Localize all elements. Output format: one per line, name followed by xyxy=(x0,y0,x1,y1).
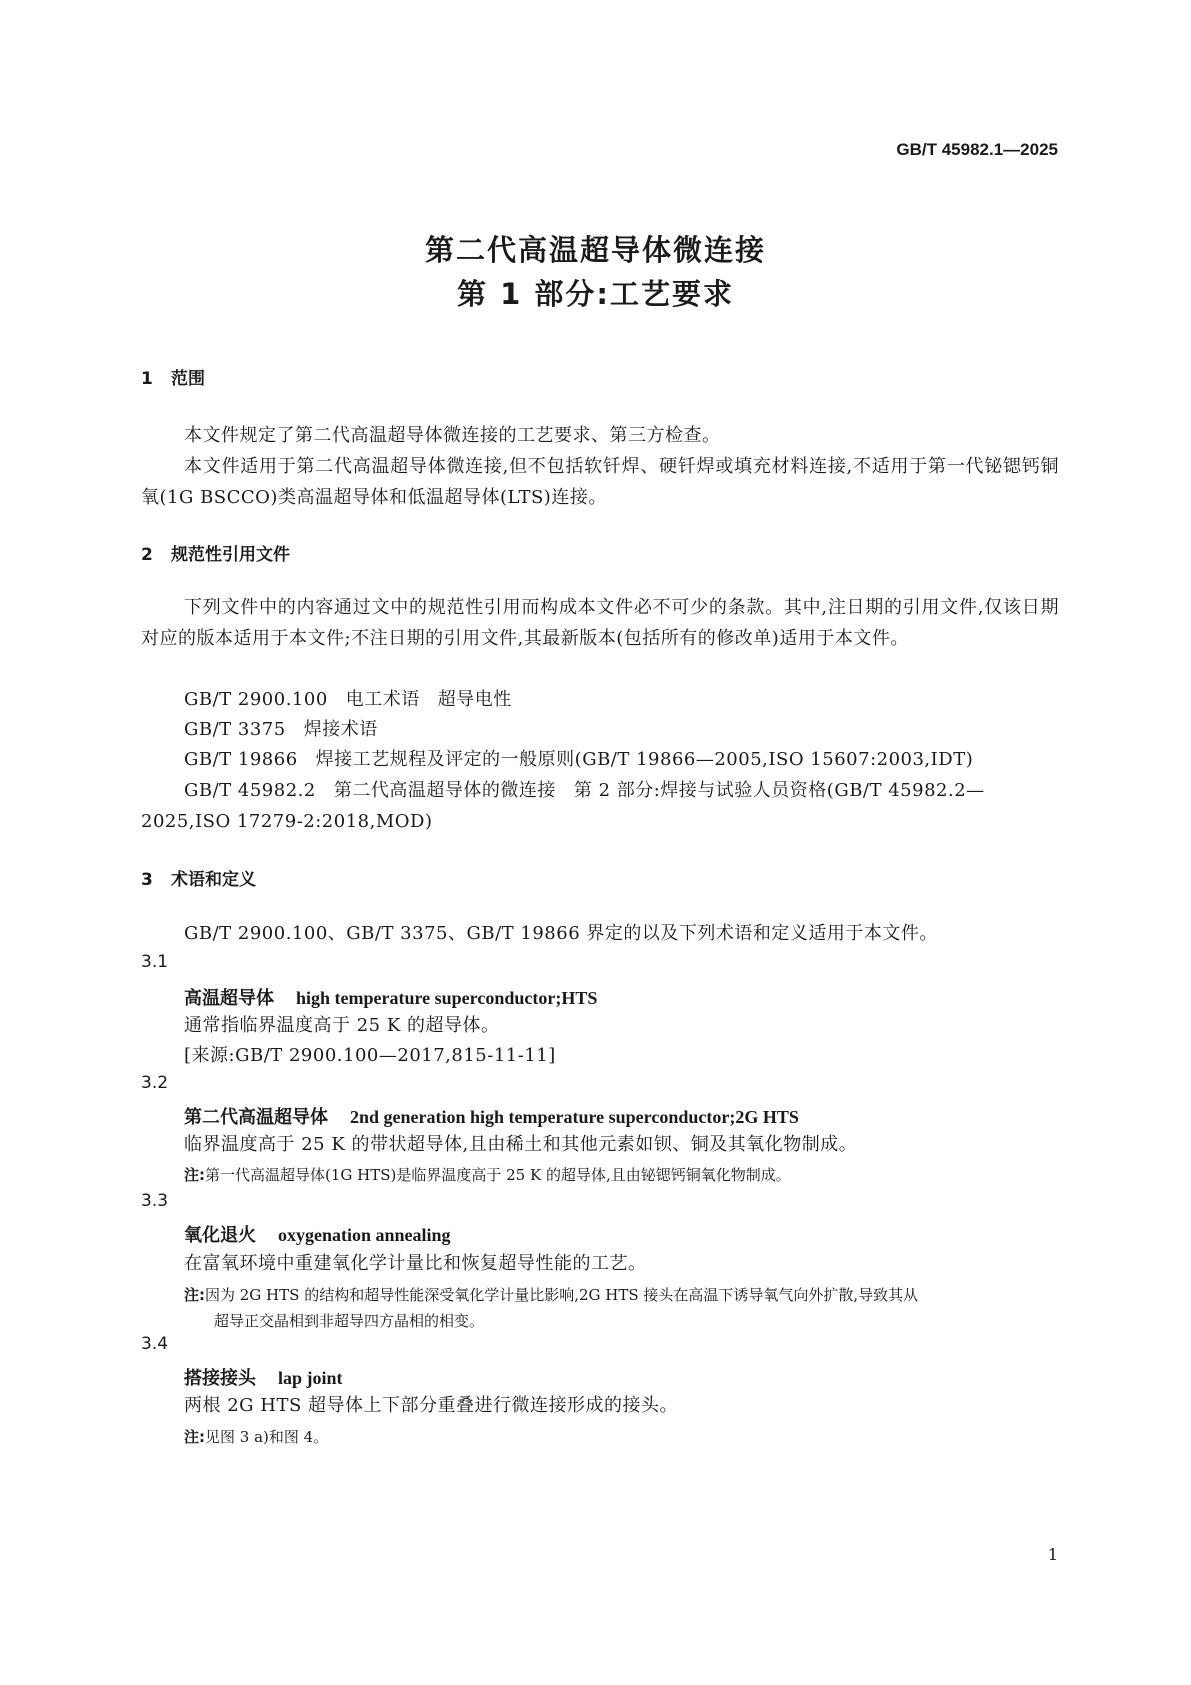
section-2-paragraph: 下列文件中的内容通过文中的规范性引用而构成本文件必不可少的条款。其中,注日期的引用文件,仅该日期对应的版本适用于本文件;不注日期的引用文件,其最新版本(包括所有的修改单)适用于本文件。 xyxy=(141,597,1059,649)
term-number: 3.2 xyxy=(141,1073,169,1093)
term-note-continuation xyxy=(184,1308,1060,1334)
term-number: 3.4 xyxy=(141,1334,169,1354)
section-number: 1 xyxy=(141,369,153,389)
term-zh: 第二代高温超导体 xyxy=(184,1107,328,1128)
term-definition: 通常指临界温度高于 25 K 的超导体。 xyxy=(184,1015,500,1036)
term-zh: 高温超导体 xyxy=(184,988,274,1009)
document-subtitle: 第 1 部分:工艺要求 xyxy=(457,277,734,311)
reference-title: 第二代高温超导体的微连接 xyxy=(333,780,556,801)
section-number: 3 xyxy=(141,870,153,890)
reference-item xyxy=(184,714,378,745)
section-number: 2 xyxy=(141,545,153,565)
term-en: 2nd generation high temperature superconductor;2G HTS xyxy=(350,1107,799,1127)
note-text: 第一代高温超导体(1G HTS)是临界温度高于 25 K 的超导体,且由铋锶钙铜氧化物制成。 xyxy=(205,1166,791,1184)
note-text: 因为 2G HTS 的结构和超导性能深受氧化学计量比影响,2G HTS 接头在高温下诱导氧气向外扩散,导致其从 xyxy=(205,1286,919,1304)
reference-title-part: 超导电性 xyxy=(437,689,512,710)
term-en: high temperature superconductor;HTS xyxy=(296,988,598,1008)
term-zh: 搭接接头 xyxy=(184,1368,256,1389)
term-note xyxy=(184,1162,1060,1188)
reference-item xyxy=(184,744,973,775)
reference-code: GB/T 2900.100 xyxy=(184,689,328,710)
section-1-heading xyxy=(141,364,205,389)
reference-item xyxy=(184,775,985,806)
term-source: [来源:GB/T 2900.100—2017,815-11-11] xyxy=(184,1045,556,1066)
reference-item xyxy=(184,684,512,715)
section-title: 范围 xyxy=(171,369,205,389)
reference-code: GB/T 19866 xyxy=(184,749,298,770)
term-en: oxygenation annealing xyxy=(278,1225,451,1245)
term-definition: 在富氧环境中重建氧化学计量比和恢复超导性能的工艺。 xyxy=(184,1253,647,1274)
document-title: 第二代高温超导体微连接 xyxy=(424,233,766,267)
section-1-paragraph-1: 本文件规定了第二代高温超导体微连接的工艺要求、第三方检查。 xyxy=(184,425,721,446)
standard-code: GB/T 45982.1—2025 xyxy=(896,140,1058,159)
page-number: 1 xyxy=(1047,1545,1058,1564)
term-definition: 临界温度高于 25 K 的带状超导体,且由稀土和其他元素如钡、铜及其氧化物制成。 xyxy=(184,1134,858,1155)
reference-title-part: 第 2 部分:焊接与试验人员资格(GB/T 45982.2— xyxy=(573,780,985,801)
term-heading xyxy=(184,1103,799,1129)
term-heading xyxy=(184,1364,343,1390)
term-en: lap joint xyxy=(278,1368,343,1388)
reference-title: 电工术语 xyxy=(345,689,420,710)
section-3-paragraph: GB/T 2900.100、GB/T 3375、GB/T 19866 界定的以及下列术语和定义适用于本文件。 xyxy=(184,923,938,944)
note-label: 注: xyxy=(184,1286,205,1304)
reference-code: GB/T 3375 xyxy=(184,719,286,740)
term-note xyxy=(184,1282,1060,1308)
term-note xyxy=(184,1424,1060,1450)
note-label: 注: xyxy=(184,1428,205,1446)
term-heading xyxy=(184,1221,451,1247)
term-definition: 两根 2G HTS 超导体上下部分重叠进行微连接形成的接头。 xyxy=(184,1395,679,1416)
section-2-heading xyxy=(141,540,290,565)
section-title: 规范性引用文件 xyxy=(171,545,290,565)
section-title: 术语和定义 xyxy=(171,870,256,890)
reference-title: 焊接术语 xyxy=(303,719,378,740)
reference-title: 焊接工艺规程及评定的一般原则(GB/T 19866—2005,ISO 15607:2003,IDT) xyxy=(315,749,974,770)
note-text: 见图 3 a)和图 4。 xyxy=(205,1428,329,1446)
term-number: 3.3 xyxy=(141,1191,169,1211)
note-text-continued: 超导正交晶相到非超导四方晶相的相变。 xyxy=(214,1312,485,1330)
term-zh: 氧化退火 xyxy=(184,1225,256,1246)
note-label: 注: xyxy=(184,1166,205,1184)
section-1-paragraph-2: 本文件适用于第二代高温超导体微连接,但不包括软钎焊、硬钎焊或填充材料连接,不适用于第一代铋锶钙铜氧(1G BSCCO)类高温超导体和低温超导体(LTS)连接。 xyxy=(141,456,1059,508)
reference-continuation: 2025,ISO 17279-2:2018,MOD) xyxy=(141,811,433,832)
term-heading xyxy=(184,984,597,1010)
section-3-heading xyxy=(141,865,256,890)
reference-code: GB/T 45982.2 xyxy=(184,780,316,801)
term-number: 3.1 xyxy=(141,952,169,972)
